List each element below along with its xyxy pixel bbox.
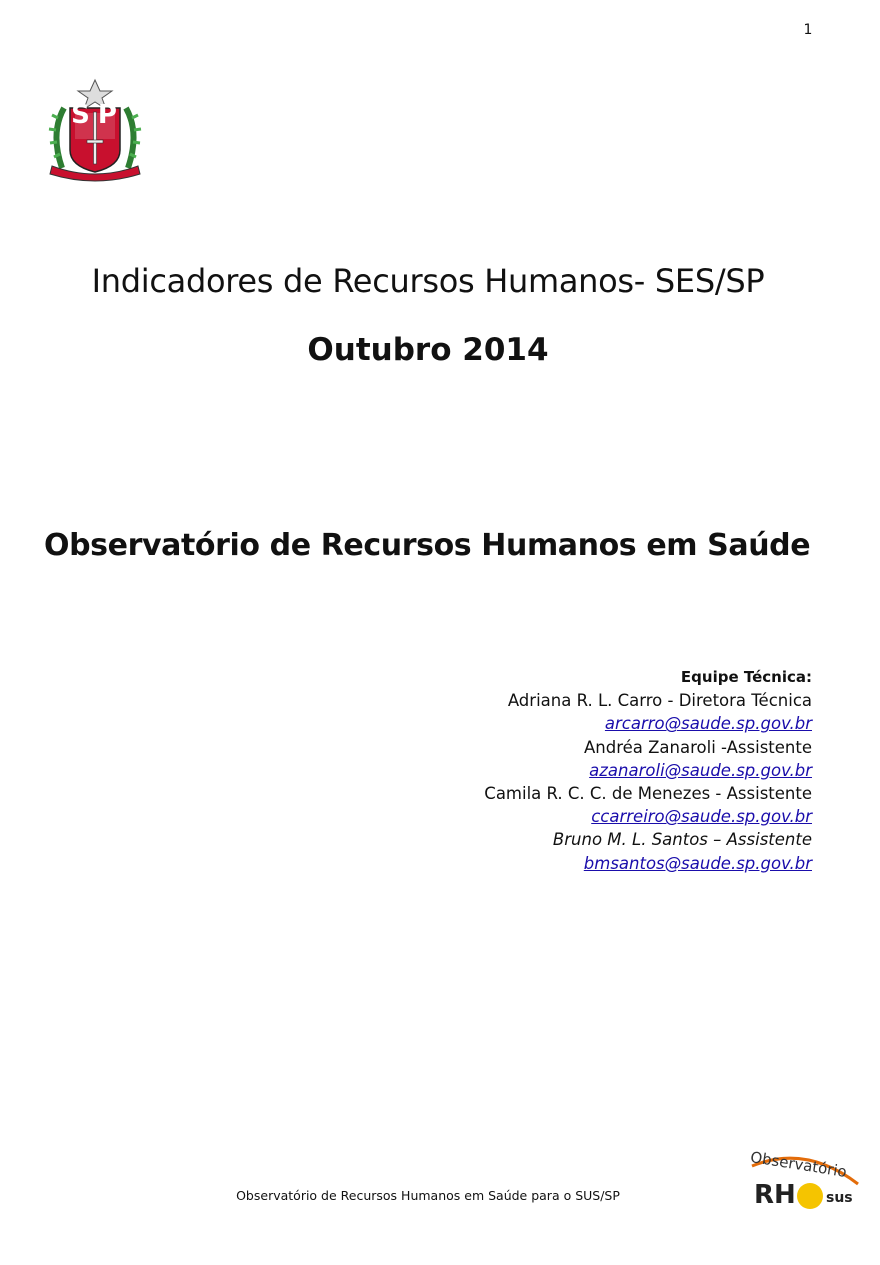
footer-text: Observatório de Recursos Humanos em Saúde para o SUS/SP <box>236 1188 620 1203</box>
team-block <box>400 666 812 875</box>
observatorio-rh-sus-logo-icon <box>746 1146 862 1216</box>
team-member-email[interactable]: bmsantos@saude.sp.gov.br <box>583 853 812 873</box>
report-month: Outubro 2014 <box>307 332 549 368</box>
logo-sus: sus <box>826 1190 853 1206</box>
team-heading: Equipe Técnica: <box>680 668 812 686</box>
page-title: Indicadores de Recursos Humanos- SES/SP <box>91 262 765 300</box>
team-member-line: Camila R. C. C. de Menezes - Assistente <box>484 784 812 804</box>
team-member-line: Andréa Zanaroli -Assistente <box>583 737 812 757</box>
logo-rh: RH <box>754 1180 796 1210</box>
seal-letters: SP <box>71 100 125 130</box>
team-member-email[interactable]: arcarro@saude.sp.gov.br <box>604 714 812 734</box>
page-number: 1 <box>803 22 813 38</box>
team-member-line: Bruno M. L. Santos – Assistente <box>552 830 812 850</box>
team-member-line: Adriana R. L. Carro - Diretora Técnica <box>507 691 812 711</box>
observatory-heading: Observatório de Recursos Humanos em Saúde <box>44 528 811 563</box>
logo-word: Observatório <box>749 1148 848 1181</box>
team-member-email[interactable]: ccarreiro@saude.sp.gov.br <box>591 807 812 827</box>
team-member-email[interactable]: azanaroli@saude.sp.gov.br <box>589 760 812 780</box>
